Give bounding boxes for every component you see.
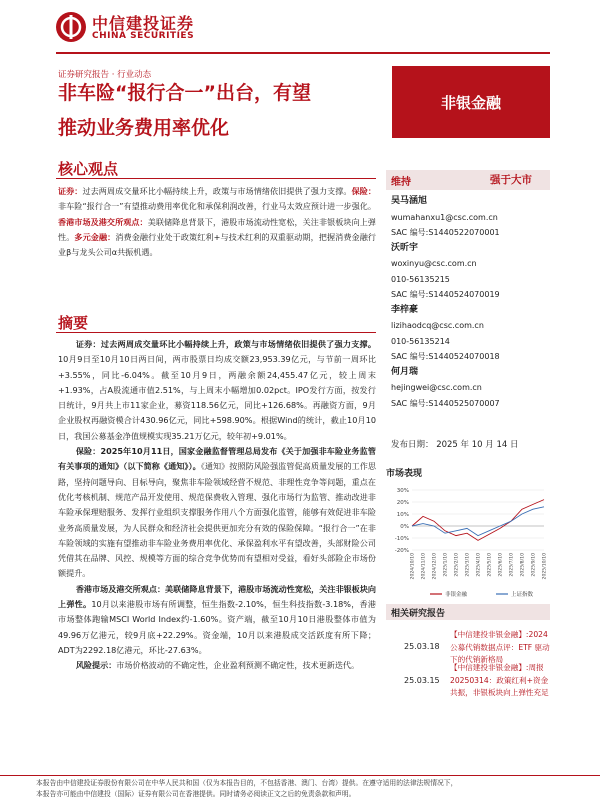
core-view-segment: 证券： bbox=[58, 186, 83, 196]
summary-heading: 摘要 bbox=[58, 314, 89, 332]
chart-x-tick-label: 2025/4/10 bbox=[476, 553, 482, 577]
chart-y-tick-label: -20% bbox=[394, 548, 409, 554]
report-title-line2: 推动业务费用率优化 bbox=[58, 117, 230, 139]
chart-x-tick-label: 2025/6/10 bbox=[498, 553, 504, 577]
chart-y-tick-label: 10% bbox=[396, 512, 409, 518]
summary-segment: 市场价格波动的不确定性，企业盈利预测不确定性，技术更新迭代。 bbox=[116, 660, 360, 671]
core-view-segment: 非车险“报行合一”有望推动费用率优化和承保利润改善，行业马太效应预计进一步强化。 bbox=[58, 201, 376, 212]
chart-series-line bbox=[412, 507, 544, 536]
analyst-sac: SAC 编号:S1440524070019 bbox=[391, 290, 500, 299]
analyst-phone: 010-56135215 bbox=[391, 274, 450, 284]
chart-y-tick-label: 20% bbox=[396, 500, 409, 506]
core-view-text bbox=[58, 184, 376, 260]
core-view-segment: 美联储降息背景下，港股市场流动性宽松，关注非银板块向上弹性。 bbox=[58, 216, 376, 242]
publish-date: 发布日期： 2025 年 10 月 14 日 bbox=[391, 440, 519, 450]
core-view-underline bbox=[56, 178, 376, 179]
chart-x-tick-label: 2025/1/10 bbox=[443, 553, 449, 577]
chart-y-tick-label: -10% bbox=[394, 536, 409, 542]
summary-body bbox=[58, 337, 376, 674]
core-view-segment: 香港市场及港交所观点： bbox=[58, 216, 148, 227]
market-performance-chart bbox=[386, 482, 550, 602]
chart-x-tick-label: 2025/10/10 bbox=[542, 553, 548, 580]
analyst-list bbox=[391, 194, 551, 411]
summary-insurance-paragraph bbox=[58, 444, 376, 582]
analyst-email[interactable]: lizihaodcq@csc.com.cn bbox=[391, 321, 484, 330]
footer-disclaimer-line1: 本报告由中信建投证券股份有限公司在中华人民共和国（仅为本报告目的，不包括香港、澳门、台湾）提供。在遵守适用的法律法规情况下， bbox=[36, 779, 458, 787]
summary-segment: 《通知》按照防风险强监管促高质量发展的工作思路，坚持问题导向、目标导向，聚焦非车险领域经营不规范、非理性竞争等问题，重点在优化考核机制、规范产品开发使用、规范保费收入管理、强化市场行为监管、推动改进非车险承保理赔服务、发挥行业组织支撑服务作用八个方面强化监管，能够有效促进非车险业务高质量发展，为人民群众和经济社会提供更加充分有效的保险保障。“报行合一”在非车险领域的实施有望推动非车险业务费用率优化、承保盈利水平有望改善，头部财险公司凭借其在品牌、风控、规模等方面的综合竞争优势而有望相对受益，看好头部险企市场份额提升。 bbox=[58, 461, 376, 579]
chart-legend-label: 上证指数 bbox=[511, 592, 534, 598]
analyst-sac: SAC 编号:S1440524070018 bbox=[391, 352, 500, 361]
analyst-name: 何月瑞 bbox=[391, 366, 419, 377]
core-view-segment: 多元金融： bbox=[74, 231, 116, 242]
chart-x-tick-label: 2025/8/10 bbox=[520, 553, 526, 577]
analyst-name: 吴马涵旭 bbox=[391, 196, 428, 206]
company-logo-icon bbox=[56, 12, 86, 42]
summary-segment: 10月以来港股市场有所调整，恒生指数-2.10%，恒生科技指数-3.18%，香港市场整体跑输MSCI World Index约-1.60%。资产端，截至10月10日港股整体市值为49.96万亿港元，较9月底+22.29%。资金端，10月以来港股成交活跃度有所下降；ADT为2292.18亿港元，环比-27.63%。 bbox=[58, 599, 376, 655]
core-view-heading: 核心观点 bbox=[58, 160, 119, 178]
summary-segment: 香港市场及港交所观点：美联储降息背景下，港股市场流动性宽松，关注非银板块向上弹性。 bbox=[58, 583, 376, 610]
rating-value: 强于大市 bbox=[490, 174, 532, 186]
summary-segment: 10月9日至10月10日两日间，两市股票日均成交额23,953.39亿元，与节前一周环比+3.55%，同比-6.04%。截至10月9日，两融余额24,455.47亿元，较上周末+1.93%，占A股流通市值2.51%，与上周末小幅增加0.02pct。IPO发行方面，按发行日统计，9月共上市11家企业，募资118.56亿元，同比+126.68%。再融资方面，9月企业股权再融资模合计430.96亿元，同比+598.90%。根据Wind的统计，截止10月10日，我国公募基金净值规模实现35.21万亿元，较年初+9.01%。 bbox=[58, 354, 376, 441]
core-view-segment: 消费金融行业处于政策红利+与技术红利的双重驱动期，把握消费金融行业β与龙头公司α共振机遇。 bbox=[58, 231, 376, 258]
analyst-name: 沃昕宇 bbox=[391, 242, 419, 253]
analyst-sac: SAC 编号:S1440522070001 bbox=[391, 228, 500, 237]
chart-x-tick-label: 2025/9/10 bbox=[531, 553, 537, 577]
sector-badge: 非银金融 bbox=[392, 66, 550, 138]
market-performance-heading: 市场表现 bbox=[386, 469, 423, 479]
analyst-email[interactable]: wumahanxu1@csc.com.cn bbox=[391, 212, 498, 222]
rating-label: 维持 bbox=[391, 177, 411, 188]
related-reports-heading: 相关研究报告 bbox=[391, 609, 446, 619]
related-report-link[interactable]: 【中信建投非银金融】:2024 公募代销数据点评：ETF 驱动下的代销新格局 bbox=[450, 630, 550, 664]
chart-x-tick-label: 2024/11/10 bbox=[421, 553, 427, 580]
footer-disclaimer-line2: 本报告亦可能由中信建投（国际）证券有限公司在香港提供。同时请务必阅读正文之后的免责条款和声明。 bbox=[36, 790, 356, 798]
footer-divider bbox=[0, 775, 600, 776]
related-report-date: 25.03.18 bbox=[404, 642, 440, 651]
core-view-segment: 过去两周成交量环比小幅持续上升，政策与市场情绪依旧提供了强力支撑。 bbox=[82, 186, 352, 196]
report-title-line1: 非车险“报行合一”出台，有望 bbox=[58, 82, 311, 104]
chart-x-tick-label: 2025/2/10 bbox=[454, 553, 460, 577]
market-chart-svg bbox=[386, 482, 550, 602]
summary-segment: 风险提示： bbox=[75, 660, 117, 671]
summary-risk-paragraph bbox=[58, 658, 376, 673]
chart-x-tick-label: 2025/7/10 bbox=[509, 553, 515, 577]
analyst-phone: 010-56135214 bbox=[391, 336, 450, 346]
core-view-segment: 保险： bbox=[351, 186, 376, 196]
chart-x-tick-label: 2025/3/10 bbox=[465, 553, 471, 577]
analyst-name: 李梓豪 bbox=[391, 304, 419, 315]
summary-securities-paragraph bbox=[58, 337, 376, 444]
document-type: 证券研究报告 · 行业动态 bbox=[58, 70, 152, 80]
related-report-date: 25.03.15 bbox=[404, 676, 440, 685]
chart-legend-label: 非银金融 bbox=[445, 592, 468, 598]
summary-hk-market-paragraph bbox=[58, 582, 376, 658]
chart-x-tick-label: 2024/12/10 bbox=[432, 553, 438, 580]
summary-segment: 证券：过去两周成交量环比小幅持续上升，政策与市场情绪依旧提供了强力支撑。 bbox=[75, 339, 376, 349]
chart-x-tick-label: 2024/10/10 bbox=[410, 553, 416, 580]
brand-name-en: CHINA SECURITIES bbox=[92, 31, 195, 41]
chart-series-line bbox=[412, 500, 544, 541]
summary-segment: 保险：2025年10月11日，国家金融监督管理总局发布《关于加强非车险业务监管有关事项的通知》（以下简称《通知》）。 bbox=[58, 446, 376, 472]
analyst-email[interactable]: woxinyu@csc.com.cn bbox=[391, 259, 477, 268]
chart-y-tick-label: 0% bbox=[400, 524, 409, 530]
related-report-link[interactable]: 【中信建投非银金融】:周报20250314：政策红利+资金共振，非银板块向上弹性充足 bbox=[450, 663, 549, 697]
brand-name-cn: 中信建投证券 bbox=[92, 14, 195, 33]
summary-underline bbox=[56, 332, 376, 333]
header-divider bbox=[56, 52, 550, 54]
chart-x-tick-label: 2025/5/10 bbox=[487, 553, 493, 577]
analyst-email[interactable]: hejingwei@csc.com.cn bbox=[391, 383, 482, 392]
analyst-sac: SAC 编号:S1440525070007 bbox=[391, 398, 500, 408]
chart-y-tick-label: 30% bbox=[396, 488, 409, 494]
